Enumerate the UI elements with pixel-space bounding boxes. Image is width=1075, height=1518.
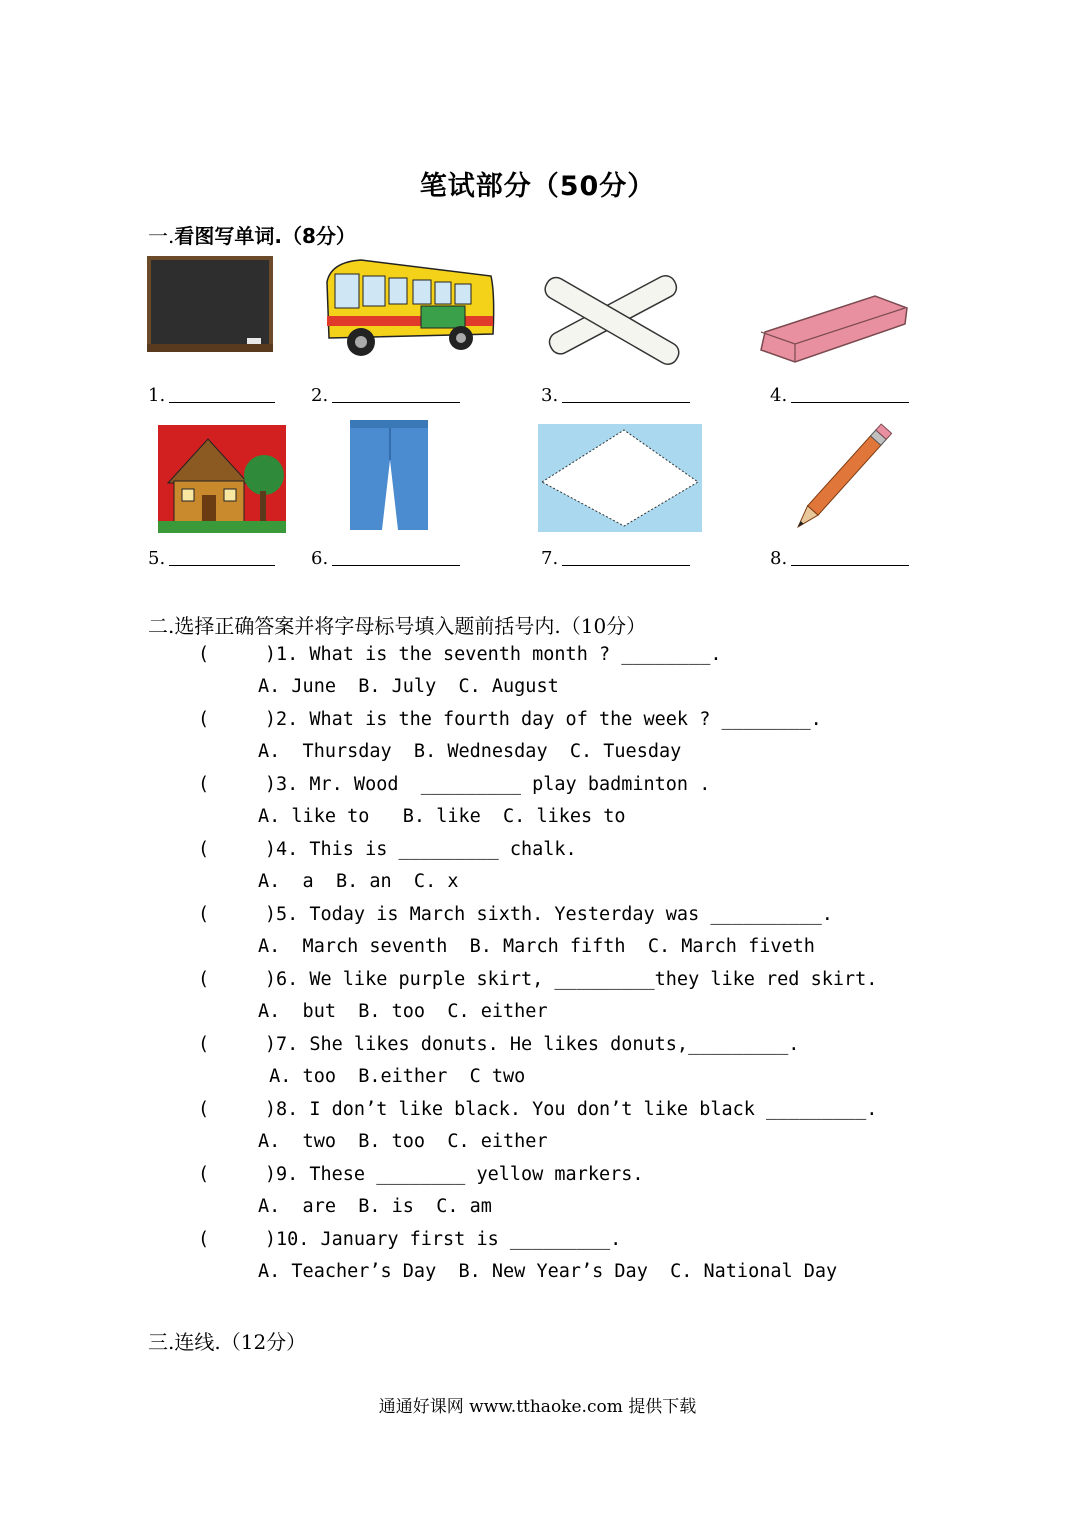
- chalk-icon: [524, 266, 694, 370]
- question-6[interactable]: ( )6. We like purple skirt, _________they like red skirt.: [198, 969, 878, 990]
- item-4-blank[interactable]: [770, 384, 909, 406]
- question-4-options: A. a B. an C. x: [258, 871, 459, 892]
- item-3-blank[interactable]: [541, 384, 690, 406]
- page-title: 笔试部分（50分）: [419, 171, 656, 202]
- item-number: 7.: [541, 548, 559, 569]
- item-number: 6.: [311, 548, 329, 569]
- item-7-blank[interactable]: [541, 547, 690, 569]
- question-2-options: A. Thursday B. Wednesday C. Tuesday: [258, 741, 682, 762]
- question-7-options: A. too B.either C two: [258, 1066, 526, 1087]
- question-6-options: A. but B. too C. either: [258, 1001, 548, 1022]
- question-1[interactable]: ( )1. What is the seventh month ? ________.: [198, 644, 722, 665]
- item-8-blank[interactable]: [770, 547, 909, 569]
- question-5-options: A. March seventh B. March fifth C. March fiveth: [258, 936, 815, 957]
- eraser-icon: [755, 288, 911, 368]
- question-3-options: A. like to B. like C. likes to: [258, 806, 626, 827]
- bus-icon: [321, 254, 497, 360]
- question-3[interactable]: ( )3. Mr. Wood _________ play badminton .: [198, 774, 711, 795]
- item-number: 1.: [148, 385, 166, 406]
- item-2-blank[interactable]: [311, 384, 460, 406]
- question-4[interactable]: ( )4. This is _________ chalk.: [198, 839, 577, 860]
- question-7[interactable]: ( )7. She likes donuts. He likes donuts,_________.: [198, 1034, 800, 1055]
- section1-heading: [148, 220, 356, 249]
- house-icon: [158, 425, 286, 533]
- question-10[interactable]: ( )10. January first is _________.: [198, 1229, 622, 1250]
- question-8[interactable]: ( )8. I don’t like black. You don’t like black _________.: [198, 1099, 878, 1120]
- section1-heading-num: 一.: [148, 224, 175, 248]
- pants-icon: [348, 420, 430, 532]
- item-number: 5.: [148, 548, 166, 569]
- question-1-options: A. June B. July C. August: [258, 676, 559, 697]
- question-9[interactable]: ( )9. These ________ yellow markers.: [198, 1164, 644, 1185]
- section2-heading: 二.选择正确答案并将字母标号填入题前括号内.（10分）: [148, 614, 647, 638]
- question-10-options: A. Teacher’s Day B. New Year’s Day C. National Day: [258, 1261, 838, 1282]
- item-number: 8.: [770, 548, 788, 569]
- item-1-blank[interactable]: [148, 384, 275, 406]
- paper-icon: [538, 424, 702, 532]
- section1-heading-text: 看图写单词.（8分）: [174, 224, 356, 248]
- item-6-blank[interactable]: [311, 547, 460, 569]
- item-number: 4.: [770, 385, 788, 406]
- item-number: 2.: [311, 385, 329, 406]
- pencil-icon: [787, 416, 907, 532]
- question-9-options: A. are B. is C. am: [258, 1196, 492, 1217]
- section3-heading: 三.连线.（12分）: [148, 1330, 307, 1354]
- blackboard-icon: [147, 256, 275, 354]
- item-5-blank[interactable]: [148, 547, 275, 569]
- item-number: 3.: [541, 385, 559, 406]
- footer: 通通好课网 www.tthaoke.com 提供下载: [378, 1397, 697, 1417]
- question-5[interactable]: ( )5. Today is March sixth. Yesterday was __________.: [198, 904, 833, 925]
- question-2[interactable]: ( )2. What is the fourth day of the week ? ________.: [198, 709, 822, 730]
- question-8-options: A. two B. too C. either: [258, 1131, 548, 1152]
